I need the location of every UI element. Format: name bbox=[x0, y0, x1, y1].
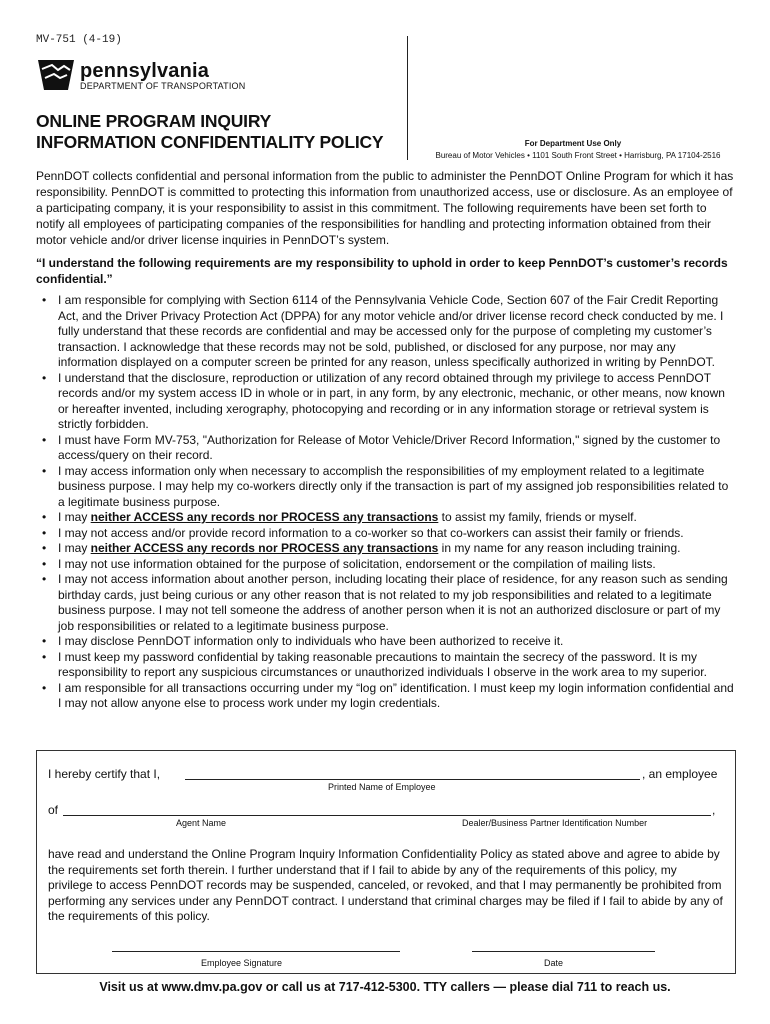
keystone-logo-icon bbox=[36, 56, 76, 92]
dealer-number-caption: Dealer/Business Partner Identification Number bbox=[462, 818, 648, 828]
certify-prefix: I hereby certify that I, bbox=[48, 767, 161, 781]
of-label: of bbox=[48, 803, 59, 817]
signature-line[interactable] bbox=[112, 951, 400, 952]
signature-caption: Employee Signature bbox=[201, 958, 283, 968]
requirement-item bbox=[42, 681, 738, 712]
requirement-item bbox=[42, 293, 738, 371]
title-line-2: INFORMATION CONFIDENTIALITY POLICY bbox=[36, 132, 384, 152]
requirement-item bbox=[42, 371, 738, 433]
requirement-text: I understand that the disclosure, reproduction or utilization of any record obtained through my privilege to access PennDOT records and/or my system access ID in whole or in part, in any form, by any electronic, mechanic, or other means, now known or hereafter invented, including xerography, photocopying and recording or in any information storage or retrieval system is strictly forbidden. bbox=[58, 370, 725, 431]
logo-wordmark: pennsylvania bbox=[80, 60, 210, 82]
page-title bbox=[36, 111, 383, 153]
requirement-text: I may access information only when necessary to accomplish the responsibilities of my employment related to a legitimate business purpose. I may help my co-workers directly only if the transaction is part of my assigned job responsibilities related to a legitimate business purpose. bbox=[58, 463, 729, 509]
requirement-text: I must keep my password confidential by taking reasonable precautions to maintain the secrecy of the password. It is my responsibility to report any suspicious circumstances or unauthorized individuals I observe in the work area to my superior. bbox=[58, 649, 707, 679]
footer-contact: Visit us at www.dmv.pa.gov or call us at 717-412-5300. TTY callers — please dial 711 to reach us. bbox=[99, 980, 671, 994]
requirement-text: I am responsible for all transactions occurring under my “log on” identification. I must keep my login information confidential and I may not allow anyone else to process work under my login credentials. bbox=[58, 680, 734, 710]
agreement-paragraph: have read and understand the Online Program Inquiry Information Confidentiality Policy as stated above and agree to abide by the requirements set forth therein. I further understand that if I fail to abide by any of the requirements of this policy, my privilege to access PennDOT records may be suspended, canceled, or revoked, and that I may permanently be prohibited from performing any services under any PennDOT contract. I understand that criminal charges may be filed if I fail to abide by any of the requirements of this policy. bbox=[48, 847, 723, 923]
agent-dealer-line[interactable] bbox=[63, 815, 711, 816]
requirements-list bbox=[42, 293, 738, 712]
requirement-text-end: in my name for any reason including training. bbox=[438, 541, 681, 555]
date-line[interactable] bbox=[472, 951, 655, 952]
requirement-text: I may bbox=[58, 541, 91, 555]
requirement-item bbox=[42, 510, 738, 526]
requirement-item bbox=[42, 634, 738, 650]
bullet-icon: • bbox=[42, 370, 47, 385]
employee-name-line[interactable] bbox=[185, 779, 640, 780]
form-number: MV-751 (4-19) bbox=[36, 34, 122, 46]
requirement-text: I am responsible for complying with Section 6114 of the Pennsylvania Vehicle Code, Section 607 of the Fair Credit Reporting Act, and the Driver Privacy Protection Act (DPPA) for any motor vehicle and/or driver license record check conducted by me. I fully understand that these records are confidential and may be accessed only for the purpose of completing my customer’s transaction. I acknowledge that these records may not be sold, published, or disclosed for any purpose, nor may any information displayed on a computer screen be printed for any reason, unless specifically authorized in writing by PennDOT. bbox=[58, 293, 724, 369]
department-address: Bureau of Motor Vehicles • 1101 South Front Street • Harrisburg, PA 17104-2516 bbox=[435, 151, 721, 160]
requirement-text: I may not access and/or provide record information to a co-worker so that co-workers can assist their family or friends. bbox=[58, 525, 684, 540]
agent-name-caption: Agent Name bbox=[176, 818, 227, 828]
requirement-emphasis: neither ACCESS any records nor PROCESS any transactions bbox=[90, 510, 439, 524]
printed-name-caption: Printed Name of Employee bbox=[328, 782, 436, 792]
requirement-item bbox=[42, 541, 738, 557]
department-use-label: For Department Use Only bbox=[524, 139, 622, 148]
bullet-icon: • bbox=[42, 556, 47, 571]
title-line-1: ONLINE PROGRAM INQUIRY bbox=[36, 111, 272, 131]
bullet-icon: • bbox=[42, 541, 47, 555]
responsibility-statement: “I understand the following requirements are my responsibility to uphold in order to keep PennDOT’s customer’s records confidential.” bbox=[36, 256, 728, 286]
requirement-text: I must have Form MV-753, "Authorization for Release of Motor Vehicle/Driver Record Information," signed by the customer to access/query on their record. bbox=[58, 432, 721, 462]
bullet-icon: • bbox=[42, 432, 47, 447]
requirement-item bbox=[42, 433, 738, 464]
requirement-text: I may bbox=[58, 510, 91, 524]
requirement-text: I may not access information about another person, including locating their place of residence, for any reason such as sending birthday cards, just being curious or any other reason that is not related to my job responsibilities and related to a legitimate business purpose. I may not tell someone the address of another person when it is not an authorized disclosure or part of my job responsibilities or related to a legitimate business purpose. bbox=[58, 572, 728, 633]
certify-suffix: , an employee bbox=[642, 767, 718, 781]
bullet-icon: • bbox=[42, 680, 47, 695]
intro-paragraph: PennDOT collects confidential and personal information from the public to administer the PennDOT Online Program for which it has responsibility. PennDOT is committed to protecting this information from unauthorized access, use or disclosure. As an employee of a participating company, it is your responsibility to assist in this commitment. The following requirements have been set forth to notify all employees of participating companies of the responsibilities for handling and protecting information obtained from their motor vehicle and/or driver license inquiries in PennDOT’s system. bbox=[36, 169, 734, 247]
bullet-icon: • bbox=[42, 293, 47, 307]
requirement-text: I may disclose PennDOT information only to individuals who have been authorized to receive it. bbox=[58, 634, 564, 648]
date-caption: Date bbox=[544, 958, 564, 968]
bullet-icon: • bbox=[42, 525, 47, 540]
bullet-icon: • bbox=[42, 649, 47, 664]
bullet-icon: • bbox=[42, 463, 47, 478]
requirement-item bbox=[42, 572, 738, 634]
requirement-emphasis: neither ACCESS any records nor PROCESS any transactions bbox=[90, 541, 439, 555]
logo-subtitle: DEPARTMENT OF TRANSPORTATION bbox=[80, 81, 246, 91]
requirement-text: I may not use information obtained for the purpose of solicitation, endorsement or the compilation of mailing lists. bbox=[58, 556, 656, 571]
requirement-item bbox=[42, 650, 738, 681]
requirement-item bbox=[42, 526, 738, 542]
bullet-icon: • bbox=[42, 572, 47, 586]
bullet-icon: • bbox=[42, 634, 47, 648]
requirement-item bbox=[42, 464, 738, 511]
requirement-item bbox=[42, 557, 738, 573]
bullet-icon: • bbox=[42, 510, 47, 524]
trailing-comma: , bbox=[712, 803, 716, 817]
requirement-text-end: to assist my family, friends or myself. bbox=[438, 510, 637, 524]
